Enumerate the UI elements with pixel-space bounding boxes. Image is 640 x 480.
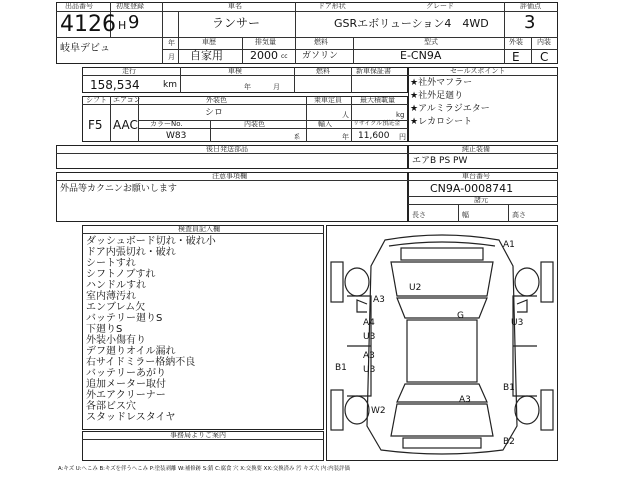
year-unit: 年 <box>168 39 175 47</box>
color-no-label: カラーNo. <box>150 120 183 128</box>
door-label: ドア形状 <box>318 2 346 10</box>
mileage-unit: km <box>163 80 177 90</box>
reg-label: 車歴 <box>202 38 216 46</box>
notes-label: 注意事項欄 <box>212 172 247 180</box>
int-label: 内装 <box>537 38 551 46</box>
int-color-label: 内装色 <box>244 120 265 128</box>
damage-code: A3 <box>373 295 385 305</box>
damage-diagram <box>326 225 558 461</box>
fuel-label: 燃料 <box>314 38 328 46</box>
kg-unit: kg <box>396 111 405 119</box>
inspector-item: ドア内張切れ・破れ <box>86 247 176 258</box>
inspector-item: シートすれ <box>86 258 136 269</box>
inspector-item: 各部ビス穴 <box>86 401 136 412</box>
fuel-value: ガソリン <box>302 51 339 61</box>
inspector-item: 外エアクリーナー <box>86 390 166 401</box>
fuel-gauge-label: 燃料 <box>316 67 330 75</box>
recycle-value: 11,600 <box>358 131 390 141</box>
sales-point-2: ★社外足廻り <box>410 91 464 101</box>
ext-label: 外装 <box>509 38 523 46</box>
inspector-item: デフ廻りオイル漏れ <box>86 346 176 357</box>
inspector-item: 下廻りS <box>86 324 123 335</box>
inspector-item: 追加メーター取付 <box>86 379 166 390</box>
inspector-label: 検査員記入欄 <box>178 225 220 233</box>
width-label: 幅 <box>462 211 469 219</box>
disp-value: 2000 <box>250 49 278 62</box>
int-value: C <box>540 50 549 64</box>
import-unit: 年 <box>342 133 349 141</box>
mileage-label: 走行 <box>122 67 136 75</box>
disp-label: 排気量 <box>255 38 276 46</box>
inspector-item: バッテリーあがり <box>86 368 166 379</box>
height-label: 高さ <box>512 211 526 219</box>
inspector-item: 外装小傷有り <box>86 335 146 346</box>
inspector-item: エンブレム欠 <box>86 302 146 313</box>
damage-code: U3 <box>363 365 376 375</box>
damage-code: B1 <box>503 383 515 393</box>
inspection-label: 車検 <box>228 67 242 75</box>
damage-code: B1 <box>335 363 347 373</box>
dims-label: 諸元 <box>474 196 488 204</box>
chassis-label: 車台番号 <box>462 172 490 180</box>
month-unit: 月 <box>168 53 175 61</box>
inspector-item: 室内薄汚れ <box>86 291 136 302</box>
footer-legend: A:キズ U:へこみ B:キズを伴うへこみ P:塗装剥離 W:補修跡 S:錆 C:腐食 穴 X:交換要 XX:交換済み 汚 キズ大 内:内装評価 <box>58 466 350 472</box>
score-label: 評価点 <box>520 2 541 10</box>
import-label: 輸入 <box>318 120 332 128</box>
ac-label: エアコン <box>113 96 141 104</box>
recycle-label: リサイクル預託金 <box>353 120 401 127</box>
car-outline-diagram <box>327 226 557 460</box>
inspector-item: 右サイドミラー格納不良 <box>86 357 196 368</box>
damage-code: A1 <box>503 240 515 250</box>
office-label: 事務局よりご案内 <box>170 431 226 439</box>
ac-value: AAC <box>113 118 138 132</box>
shift-value: F5 <box>88 118 103 132</box>
model-name: ランサー <box>212 16 261 30</box>
genuine-label: 純正装備 <box>462 145 490 153</box>
mileage-value: 158,534 <box>90 78 140 92</box>
inspection-month-unit: 月 <box>273 83 280 91</box>
delivery-label: 新車保証書 <box>356 67 391 75</box>
era: H <box>118 19 127 32</box>
color-label: 外装色 <box>206 96 227 104</box>
type-label: 型式 <box>424 38 438 46</box>
after-parts-label: 後日発送部品 <box>206 145 248 153</box>
inspector-item: スタッドレスタイヤ <box>86 412 176 423</box>
damage-code: U2 <box>409 283 422 293</box>
shift-label: シフト <box>86 96 107 104</box>
damage-code: G <box>457 311 464 321</box>
color-value: シロ <box>205 108 224 118</box>
type-value: E-CN9A <box>400 49 442 62</box>
year-number: 9 <box>128 12 140 33</box>
ext-value: E <box>512 50 520 64</box>
damage-code: U3 <box>363 332 376 342</box>
sales-label: セールスポイント <box>450 67 506 75</box>
model-label: 車名 <box>228 2 242 10</box>
sales-point-3: ★アルミラジエター <box>410 104 490 114</box>
sales-point-4: ★レカロシート <box>410 117 473 127</box>
notes-text: 外品等カクニンお願いします <box>60 184 177 194</box>
disp-unit: cc <box>281 53 288 60</box>
inspector-item: シフトノブすれ <box>86 269 156 280</box>
grade-label: グレード <box>426 2 454 10</box>
lot-number: 4126 <box>60 12 116 37</box>
genuine-value: エアB PS PW <box>412 156 468 166</box>
inspector-item: ダッシュボード切れ・破れ小 <box>86 236 216 247</box>
debut-text: 岐阜デビュ <box>60 43 110 54</box>
first-reg-label: 初度登録 <box>116 2 144 10</box>
load-label: 最大積載量 <box>360 96 395 104</box>
damage-code: W2 <box>371 406 386 416</box>
sales-point-1: ★社外マフラー <box>410 78 473 88</box>
length-label: 長さ <box>412 211 426 219</box>
damage-code: A3 <box>363 351 375 361</box>
damage-code: A3 <box>459 395 471 405</box>
capacity-label: 乗車定員 <box>314 96 342 104</box>
damage-code: B2 <box>503 437 515 447</box>
inspector-item: ハンドルすれ <box>86 280 146 291</box>
lot-label: 出品番号 <box>65 2 93 10</box>
grade-value: GSRエボリューション4 4WD <box>334 17 489 30</box>
damage-code: U3 <box>511 318 524 328</box>
damage-code: A4 <box>363 318 375 328</box>
reg-value: 自家用 <box>190 49 223 62</box>
kei-unit: 系 <box>294 134 301 141</box>
chassis-value: CN9A-0008741 <box>430 182 514 195</box>
score-value: 3 <box>524 12 536 33</box>
inspection-year-unit: 年 <box>244 83 251 91</box>
inspector-item: バッテリー廻りS <box>86 313 163 324</box>
person-unit: 人 <box>342 111 349 119</box>
color-no-value: W83 <box>166 131 187 141</box>
yen-unit: 円 <box>399 133 406 141</box>
